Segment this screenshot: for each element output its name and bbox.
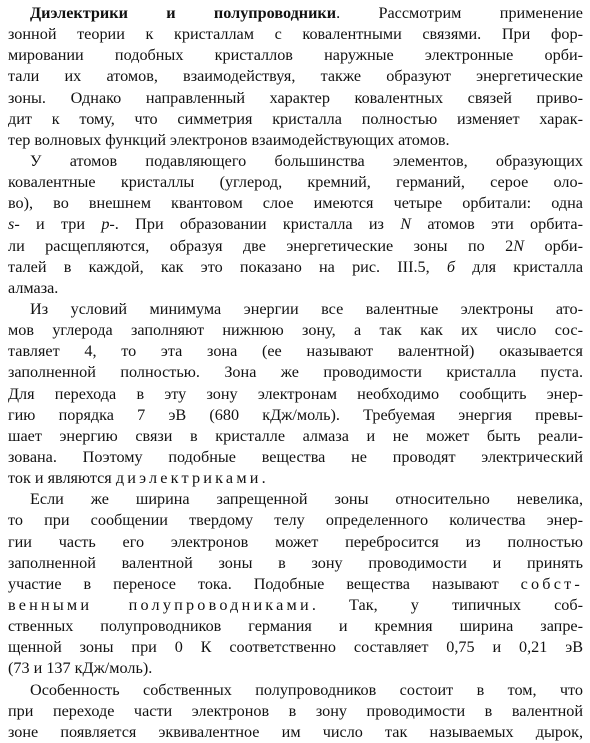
text-segment: зована. Поэтому подобные вещества не проводят электрический (8, 447, 583, 466)
text-line (8, 109, 583, 130)
text-line (8, 701, 583, 722)
italic-symbol: p (101, 215, 110, 234)
text-segment: мировании подобных кристаллов наружные электронные орби- (8, 46, 583, 65)
text-line (8, 45, 583, 66)
text-segment: щенной зоны при 0 К соответственно составляет 0,75 и 0,21 эВ (8, 638, 583, 657)
text-segment: . (261, 469, 266, 488)
text-line (8, 532, 583, 553)
text-segment: заполненной валентной зоны в зону проводимости и принять (8, 553, 583, 572)
text-segment: У атомов подавляющего большинства элементов, образующих (30, 151, 583, 170)
text-segment: Если же ширина запрещенной зоны относительно невелика, (30, 490, 583, 509)
text-line (8, 257, 583, 278)
text-line (8, 722, 583, 743)
text-segment: ли расщепляются, образуя две энергетические зоны по 2 (8, 236, 514, 255)
text-line (8, 193, 583, 214)
text-line (8, 595, 583, 616)
italic-symbol: N (513, 236, 525, 255)
text-line (8, 172, 583, 193)
text-line (8, 468, 583, 489)
section-heading: Диэлектрики и полупроводники (30, 4, 337, 22)
text-line (8, 299, 583, 320)
text-line (8, 658, 583, 679)
text-segment: Особенность собственных полупроводников состоит в том, что (30, 680, 583, 699)
text-segment: . Так, у типичных соб- (311, 595, 584, 614)
text-segment: Для перехода в эту зону электронам необходимо сообщить энер- (8, 384, 583, 403)
emphasized-term: собст- (520, 574, 583, 593)
text-line (8, 553, 583, 574)
text-segment: мов углерода заполняют нижнюю зону, а так как их число сос- (8, 321, 583, 340)
text-segment: гию порядка 7 эВ (680 кДж/моль). Требуемая энергия превы- (8, 405, 583, 424)
text-line (8, 88, 583, 109)
text-line (8, 405, 583, 426)
text-line (8, 637, 583, 658)
text-segment: орби- (524, 236, 583, 255)
text-segment: алмаза. (8, 278, 59, 297)
text-line (8, 341, 583, 362)
text-segment: гии часть его электронов может перебросится из полностью (8, 532, 583, 551)
text-segment: (73 и 137 кДж/моль). (8, 659, 153, 678)
text-line (8, 426, 583, 447)
text-segment: атомов эти орбита- (411, 215, 583, 234)
text-line (8, 384, 583, 405)
document-page (8, 3, 583, 743)
text-line (8, 616, 583, 637)
text-line (8, 320, 583, 341)
text-segment: то при сообщении твердому телу определенного количества энер- (8, 511, 583, 530)
text-line (8, 151, 583, 172)
text-line (8, 214, 583, 235)
text-segment: тавляет 4, то эта зона (ее называют валентной) оказывается (8, 342, 583, 361)
text-line (8, 447, 583, 468)
text-segment: зонной теории к кристаллам с ковалентными связями. При фор- (8, 25, 583, 44)
text-line (8, 236, 583, 257)
text-segment: талей в каждой, как это показано на рис. III.5, (8, 257, 447, 276)
italic-symbol: s (8, 215, 15, 234)
text-segment: для кристалла (455, 257, 584, 276)
text-segment: зоны. Однако направленный характер ковалентных связей приво- (8, 88, 583, 107)
text-segment: тали их атомов, взаимодействуя, также образуют энергетические (8, 67, 583, 86)
text-segment: при переходе части электронов в зону проводимости в валентной (8, 701, 583, 720)
text-segment: ковалентные кристаллы (углерод, кремний, германий, серое оло- (8, 173, 583, 192)
text-segment: шает энергию связи в кристалле алмаза и не может быть реали- (8, 426, 583, 445)
text-line (8, 24, 583, 45)
text-segment: -. При образовании кристалла из (109, 215, 401, 234)
text-segment: . Рассмотрим применение (336, 4, 583, 22)
text-line (8, 66, 583, 87)
text-line (8, 680, 583, 701)
text-segment: тер волновых функций электронов взаимодействующих атомов. (8, 130, 450, 149)
italic-symbol: N (400, 215, 412, 234)
text-line (8, 3, 583, 24)
text-segment: участие в переносе тока. Подобные вещества называют (8, 574, 521, 593)
text-line (8, 489, 583, 510)
text-segment: ственных полупроводников германия и кремния ширина запре- (8, 617, 583, 636)
emphasized-term: венными полупроводниками (8, 595, 312, 614)
emphasized-term: диэлектриками (115, 469, 262, 488)
text-segment: - и три (14, 215, 102, 234)
text-line (8, 510, 583, 531)
text-segment: во), во внешнем квантовом слое имеются четыре орбитали: одна (8, 194, 583, 213)
italic-symbol: б (446, 257, 456, 276)
text-segment: заполненной полностью. Зона же проводимости кристалла пуста. (8, 363, 583, 382)
text-line (8, 362, 583, 383)
text-segment: ток и являются (8, 469, 116, 488)
text-segment: зоне появляется эквивалентное им число так называемых дырок, (8, 722, 583, 741)
text-line (8, 574, 583, 595)
text-line (8, 278, 583, 299)
text-line (8, 130, 583, 151)
text-segment: Из условий минимума энергии все валентные электроны ато- (30, 299, 583, 318)
text-segment: дит к тому, что симметрия кристалла полностью изменяет харак- (8, 109, 583, 128)
